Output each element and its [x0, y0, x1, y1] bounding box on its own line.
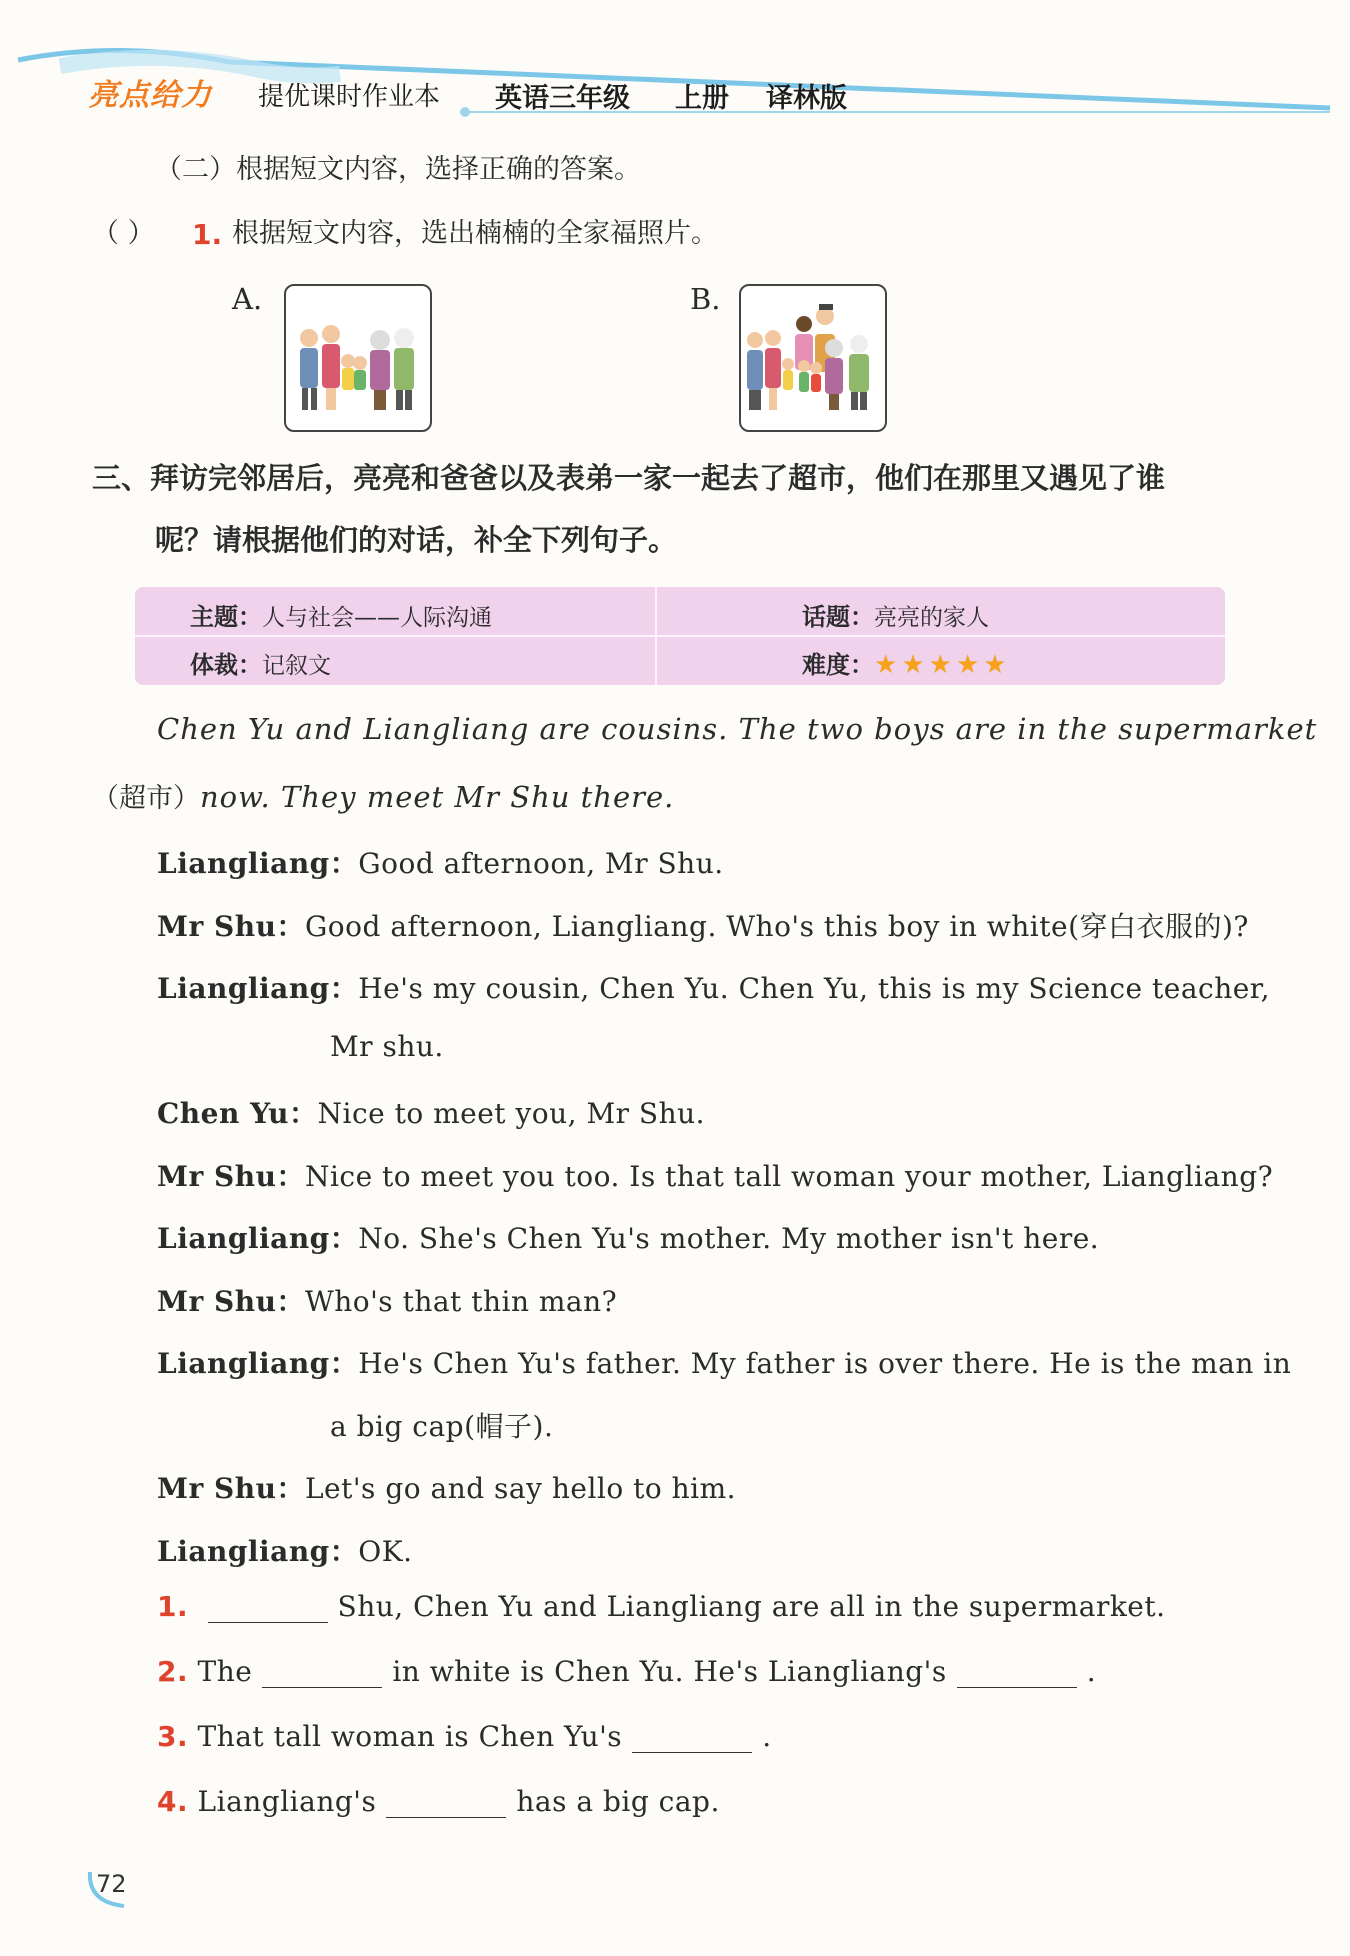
question-number: 4.: [157, 1785, 189, 1818]
difficulty-star-icon: ★: [983, 650, 1007, 680]
speaker-name: Liangliang：: [157, 1535, 359, 1568]
question-text-mid: in white is Chen Yu. He's Liangliang's: [392, 1655, 947, 1688]
topic-value: 亮亮的家人: [874, 605, 989, 631]
difficulty-star-icon: ★: [955, 650, 980, 680]
answer-blank[interactable]: [208, 1594, 328, 1623]
difficulty-star-icon: ★: [874, 650, 898, 680]
speaker-name: Chen Yu：: [157, 1097, 318, 1130]
question-text: Shu, Chen Yu and Liangliang are all in the supermarket.: [337, 1590, 1166, 1623]
speaker-name: Mr Shu：: [157, 1472, 305, 1505]
passage-line1: Chen Yu and Liangliang are cousins. The two boys are in the supermarket: [157, 712, 1318, 746]
question-text: That tall woman is Chen Yu's: [197, 1720, 623, 1753]
dialogue-text: a big cap(帽子).: [330, 1410, 554, 1443]
dialogue-text: Good afternoon, Liangliang. Who's this boy in white(穿白衣服的)?: [304, 910, 1249, 943]
dialogue-line: [157, 967, 1270, 1007]
question-text-end: .: [762, 1720, 772, 1753]
theme-label: 主题：: [190, 603, 262, 631]
genre-value: 记叙文: [262, 653, 331, 679]
speaker-name: Mr Shu：: [157, 1285, 305, 1318]
question-number: 3.: [157, 1720, 189, 1753]
speaker-name: Liangliang：: [157, 1222, 359, 1255]
dialogue-text: OK.: [358, 1535, 413, 1568]
option-b-label: B.: [690, 282, 721, 316]
question-text: Liangliang's: [197, 1785, 377, 1818]
dialogue-line: [157, 1155, 1273, 1195]
speaker-name: Mr Shu：: [157, 910, 305, 943]
dialogue-text: Let's go and say hello to him.: [304, 1472, 737, 1505]
dialogue-line: [157, 1217, 1099, 1257]
q1-text: 根据短文内容，选出楠楠的全家福照片。: [232, 218, 718, 249]
speaker-name: Mr Shu：: [157, 1160, 305, 1193]
dialogue-line: [157, 1280, 617, 1320]
genre-label: 体裁：: [190, 651, 262, 679]
dialogue-text: Good afternoon, Mr Shu.: [358, 847, 724, 880]
difficulty-star-icon: ★: [928, 650, 952, 680]
volume-label: 上册: [675, 83, 729, 114]
difficulty-star-icon: ★: [901, 650, 925, 680]
family-illustration-b: [741, 286, 885, 430]
question-4: [157, 1785, 720, 1818]
q1-number: 1.: [192, 218, 223, 251]
dialogue-text: Mr shu.: [330, 1030, 444, 1063]
q1-answer-paren[interactable]: （ ）: [92, 218, 155, 249]
question-1: [157, 1590, 1166, 1623]
speaker-name: Liangliang：: [157, 972, 359, 1005]
edition-label: 译林版: [766, 83, 847, 114]
dialogue-text: He's Chen Yu's father. My father is over there. He is the man in: [358, 1347, 1292, 1380]
topic-label: 话题：: [802, 603, 874, 631]
question-text-end: .: [1086, 1655, 1097, 1688]
speaker-name: Liangliang：: [157, 847, 359, 880]
question-number: 2.: [157, 1655, 189, 1688]
dialogue-line: [157, 1342, 1291, 1382]
family-illustration-a: [286, 286, 430, 430]
brand-logo-text: 亮点给力: [88, 78, 212, 113]
dialogue-text: Nice to meet you too. Is that tall woman your mother, Liangliang?: [304, 1160, 1274, 1193]
question-text-end: has a big cap.: [516, 1785, 720, 1818]
theme-value: 人与社会——人际沟通: [262, 605, 492, 631]
answer-blank[interactable]: [262, 1659, 382, 1688]
difficulty-label: 难度：: [802, 651, 874, 679]
passage-gloss-supermarket: （超市）: [92, 783, 200, 814]
option-a-label: A.: [232, 282, 263, 316]
dialogue-line: [157, 1467, 736, 1507]
dialogue-line: [157, 842, 724, 882]
dialogue-line: [157, 1530, 413, 1570]
option-b-family-photo[interactable]: [739, 284, 887, 432]
passage-line2: now. They meet Mr Shu there.: [200, 780, 675, 814]
question-number: 1.: [157, 1590, 189, 1623]
dialogue-text: No. She's Chen Yu's mother. My mother isn't here.: [358, 1222, 1100, 1255]
answer-blank[interactable]: [957, 1659, 1077, 1688]
page-number: 72: [96, 1870, 127, 1898]
dialogue-line: [330, 1030, 444, 1063]
dialogue-text: Who's that thin man?: [304, 1285, 618, 1318]
answer-blank[interactable]: [632, 1724, 752, 1753]
part2-heading: （二）根据短文内容，选择正确的答案。: [155, 154, 641, 185]
question-2: [157, 1655, 1096, 1688]
speaker-name: Liangliang：: [157, 1347, 359, 1380]
option-a-family-photo[interactable]: [284, 284, 432, 432]
question-text: The: [197, 1655, 253, 1688]
book-subtitle: 提优课时作业本: [258, 82, 441, 112]
dialogue-text: He's my cousin, Chen Yu. Chen Yu, this is my Science teacher,: [358, 972, 1270, 1005]
section3-instruction-line1: 三、拜访完邻居后，亮亮和爸爸以及表弟一家一起去了超市，他们在那里又遇见了谁: [92, 461, 1166, 495]
difficulty-rating: [874, 650, 1011, 680]
dialogue-line: [157, 1092, 705, 1132]
dialogue-line: [157, 905, 1249, 945]
passage-info-box: [135, 587, 1225, 685]
info-row-divider: [135, 635, 1225, 637]
dialogue-text: Nice to meet you, Mr Shu.: [317, 1097, 706, 1130]
dialogue-line: [330, 1405, 553, 1445]
question-3: [157, 1720, 772, 1753]
page-header: [0, 0, 1350, 140]
subject-grade: 英语三年级: [495, 83, 630, 114]
section3-instruction-line2: 呢？请根据他们的对话，补全下列句子。: [155, 523, 678, 557]
answer-blank[interactable]: [386, 1789, 506, 1818]
